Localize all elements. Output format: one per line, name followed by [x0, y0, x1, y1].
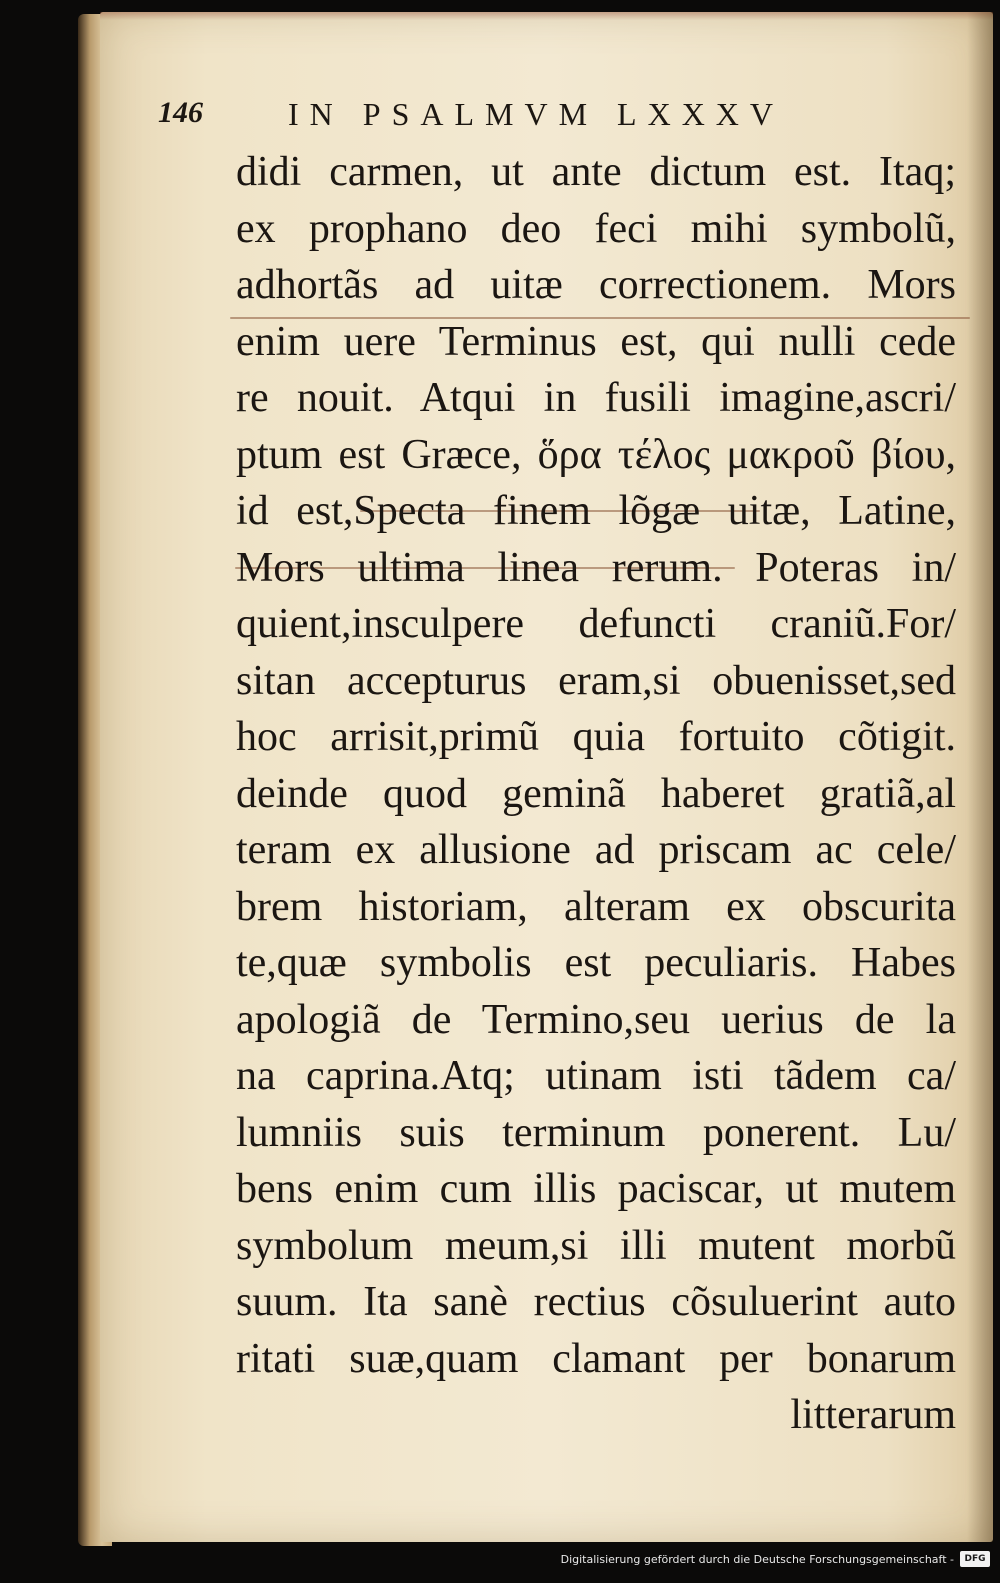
text-line: na caprina.Atq; utinam isti tãdem ca/ — [236, 1053, 956, 1099]
text-line: lumniis suis terminum ponerent. Lu/ — [236, 1109, 956, 1156]
text-line: symbolum meum,si illi mutent morbũ — [236, 1222, 956, 1269]
text-line: apologiã de Termino,seu uerius de la — [236, 996, 956, 1043]
page-header — [158, 96, 938, 146]
running-head: IN PSALMVM LXXXV — [288, 96, 785, 132]
book-page — [100, 12, 993, 1542]
text-line: hoc arrisit,primũ quia fortuito cõtigit. — [236, 714, 956, 760]
dfg-logo-icon: DFG — [960, 1551, 990, 1567]
text-line: enim uere Terminus est, qui nulli cede — [236, 318, 956, 365]
page-stain — [100, 12, 993, 20]
gutter-shadow — [967, 12, 993, 1542]
text-line: suum. Ita sanè rectius cõsuluerint auto — [236, 1279, 956, 1325]
text-line: Mors ultima linea rerum. Poteras in/ — [236, 544, 956, 591]
text-line: quient,insculpere defuncti craniũ.For/ — [236, 601, 956, 647]
text-line: deinde quod geminã haberet gratiã,al — [236, 770, 956, 817]
text-line: didi carmen, ut ante dictum est. Itaq; — [236, 149, 956, 195]
text-line: teram ex allusione ad priscam ac cele/ — [236, 827, 956, 873]
text-line: adhortãs ad uitæ correctionem. Mors — [236, 262, 956, 308]
text-line: id est,Specta finem lõgæ uitæ, Latine, — [236, 488, 956, 534]
text-line: ritati suæ,quam clamant per bonarum — [236, 1335, 956, 1382]
catchword: litterarum — [790, 1392, 956, 1438]
text-line: re nouit. Atqui in fusili imagine,ascri/ — [236, 375, 956, 421]
text-line: te,quæ symbolis est peculiaris. Habes — [236, 940, 956, 986]
body-text — [236, 144, 956, 1444]
text-line: ptum est Græce, ὅρα τέλος μακροῦ βίου, — [236, 431, 956, 478]
text-line: brem historiam, alteram ex obscurita — [236, 883, 956, 930]
text-line: sitan accepturus eram,si obuenisset,sed — [236, 657, 956, 704]
funding-credit: Digitalisierung gefördert durch die Deutsche Forschungsgemeinschaft - — [560, 1553, 954, 1566]
page-number: 146 — [158, 96, 203, 129]
text-line: bens enim cum illis paciscar, ut mutem — [236, 1166, 956, 1212]
text-line: ex prophano deo feci mihi symbolũ, — [236, 205, 956, 252]
